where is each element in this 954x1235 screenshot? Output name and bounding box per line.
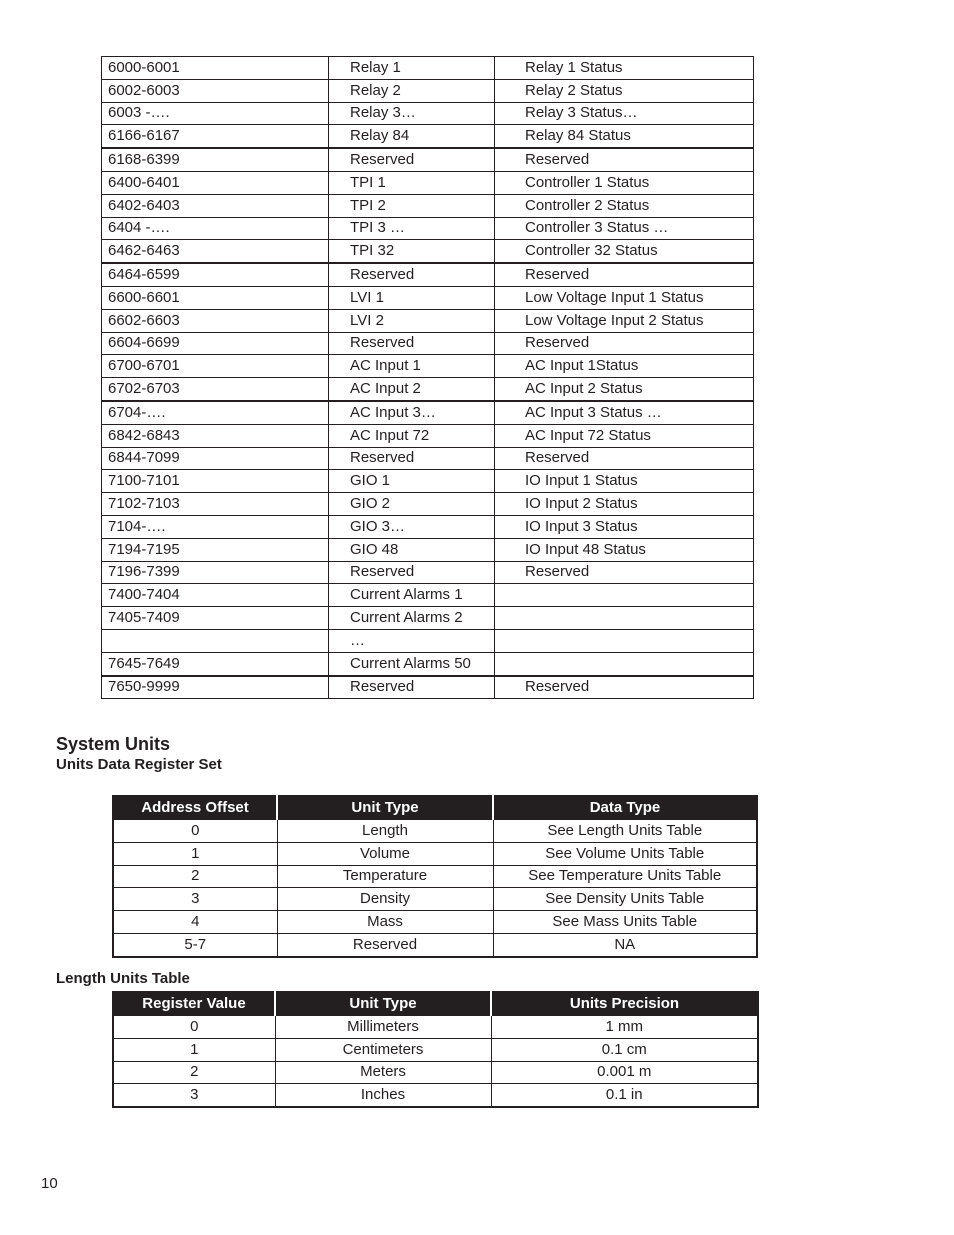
table-cell: Current Alarms 2 [329,607,495,630]
table-header-row [113,796,757,820]
page-number: 10 [41,1175,58,1192]
table-row [102,309,754,332]
table-cell: IO Input 2 Status [495,493,754,516]
table-row [102,240,754,263]
table-cell [495,652,754,675]
table-cell: Reserved [495,148,754,171]
table-cell: See Density Units Table [493,888,757,911]
table-row [102,629,754,652]
table-cell: 6700-6701 [102,355,329,378]
table-cell: Reserved [329,332,495,355]
table-cell: Relay 84 [329,125,495,148]
table-cell: 6702-6703 [102,378,329,401]
table-cell: 6604-6699 [102,332,329,355]
register-map-body [102,57,754,699]
table-row [102,493,754,516]
table-cell: Relay 1 Status [495,57,754,80]
table-cell: 6000-6001 [102,57,329,80]
table-row [102,470,754,493]
table-row [113,933,757,956]
table-row [113,820,757,843]
table-cell: NA [493,933,757,956]
table-cell: Controller 2 Status [495,194,754,217]
table-cell: AC Input 3 Status … [495,401,754,424]
table-cell: 1 [113,1038,275,1061]
table-cell: Density [277,888,493,911]
table-cell: See Temperature Units Table [493,865,757,888]
table-row [102,355,754,378]
column-header-units-precision: Units Precision [491,992,758,1016]
table-row [113,911,757,934]
table-row [102,125,754,148]
table-cell: Current Alarms 1 [329,584,495,607]
table-cell: 1 [113,842,277,865]
table-cell: 6402-6403 [102,194,329,217]
table-cell: Reserved [495,447,754,470]
table-row [102,515,754,538]
table-cell: Controller 3 Status … [495,217,754,240]
table-cell: IO Input 48 Status [495,538,754,561]
units-data-register-body [113,820,757,957]
table-cell: Relay 84 Status [495,125,754,148]
system-units-heading: System Units [56,734,171,754]
table-cell: 0 [113,1016,275,1039]
table-row [102,194,754,217]
table-cell: Meters [275,1061,491,1084]
table-cell: Mass [277,911,493,934]
table-cell: Reserved [329,263,495,286]
table-row [113,1061,758,1084]
table-row [102,263,754,286]
table-row [102,102,754,125]
register-map-table [101,56,754,699]
table-cell: AC Input 3… [329,401,495,424]
table-row [113,842,757,865]
table-cell: 7104-…. [102,515,329,538]
table-cell: Controller 32 Status [495,240,754,263]
column-header-address-offset: Address Offset [113,796,277,820]
table-cell: 7194-7195 [102,538,329,561]
table-cell: Relay 3 Status… [495,102,754,125]
table-cell: Reserved [495,263,754,286]
table-row [102,57,754,80]
table-cell: AC Input 1 [329,355,495,378]
table-cell: AC Input 2 Status [495,378,754,401]
table-cell: Relay 2 Status [495,79,754,102]
length-units-body [113,1016,758,1108]
table-cell: 7650-9999 [102,676,329,699]
table-row [102,332,754,355]
table-cell: 6168-6399 [102,148,329,171]
table-row [102,378,754,401]
table-cell: AC Input 2 [329,378,495,401]
table-cell: 6704-…. [102,401,329,424]
table-cell: GIO 48 [329,538,495,561]
table-cell: GIO 2 [329,493,495,516]
table-cell: Inches [275,1084,491,1107]
table-cell: 6003 -…. [102,102,329,125]
table-cell: 7400-7404 [102,584,329,607]
table-cell: 1 mm [491,1016,758,1039]
table-cell: 6002-6003 [102,79,329,102]
table-cell: See Mass Units Table [493,911,757,934]
table-cell: AC Input 72 [329,424,495,447]
table-row [102,424,754,447]
table-cell: 4 [113,911,277,934]
table-row [102,561,754,584]
table-header-row [113,992,758,1016]
table-row [102,148,754,171]
table-cell [495,584,754,607]
table-row [113,888,757,911]
table-cell: Reserved [495,332,754,355]
table-cell: AC Input 72 Status [495,424,754,447]
table-row [102,217,754,240]
table-cell: 6400-6401 [102,171,329,194]
table-cell: Relay 2 [329,79,495,102]
table-cell [102,629,329,652]
units-data-register-set-heading: Units Data Register Set [56,756,222,773]
table-cell: 7405-7409 [102,607,329,630]
table-cell: GIO 1 [329,470,495,493]
table-cell: 7102-7103 [102,493,329,516]
table-cell: 0 [113,820,277,843]
table-cell: 2 [113,865,277,888]
table-cell: Relay 3… [329,102,495,125]
table-cell: AC Input 1Status [495,355,754,378]
table-cell: Volume [277,842,493,865]
table-cell: 0.1 cm [491,1038,758,1061]
table-row [102,171,754,194]
table-cell: 7100-7101 [102,470,329,493]
table-cell: 0.001 m [491,1061,758,1084]
table-cell: 2 [113,1061,275,1084]
table-row [102,286,754,309]
table-cell: 3 [113,1084,275,1107]
table-cell: 6844-7099 [102,447,329,470]
table-cell: Length [277,820,493,843]
table-cell: 7196-7399 [102,561,329,584]
table-row [113,1084,758,1107]
table-row [102,676,754,699]
table-cell: Reserved [329,561,495,584]
table-cell: IO Input 3 Status [495,515,754,538]
table-cell: Centimeters [275,1038,491,1061]
table-cell: 6464-6599 [102,263,329,286]
table-cell: TPI 1 [329,171,495,194]
table-cell: Low Voltage Input 1 Status [495,286,754,309]
table-row [113,1038,758,1061]
table-cell: Millimeters [275,1016,491,1039]
units-data-register-table [112,795,758,958]
table-row [113,1016,758,1039]
table-cell: Reserved [495,676,754,699]
table-cell: LVI 2 [329,309,495,332]
table-row [102,538,754,561]
table-cell: LVI 1 [329,286,495,309]
table-cell [495,607,754,630]
table-cell: Reserved [329,447,495,470]
table-row [102,79,754,102]
table-cell: TPI 3 … [329,217,495,240]
table-cell: Reserved [329,148,495,171]
table-cell: Reserved [277,933,493,956]
table-row [102,652,754,675]
table-cell: 6602-6603 [102,309,329,332]
table-row [113,865,757,888]
table-cell: TPI 32 [329,240,495,263]
table-cell: Relay 1 [329,57,495,80]
table-cell: Reserved [495,561,754,584]
table-cell: 7645-7649 [102,652,329,675]
table-row [102,401,754,424]
table-cell: See Length Units Table [493,820,757,843]
table-cell: GIO 3… [329,515,495,538]
table-cell: Current Alarms 50 [329,652,495,675]
column-header-register-value: Register Value [113,992,275,1016]
table-cell: TPI 2 [329,194,495,217]
table-cell: 0.1 in [491,1084,758,1107]
length-units-table-heading: Length Units Table [56,970,190,987]
column-header-unit-type: Unit Type [277,796,493,820]
table-cell: Controller 1 Status [495,171,754,194]
table-cell: 5-7 [113,933,277,956]
table-cell: 6462-6463 [102,240,329,263]
column-header-unit-type: Unit Type [275,992,491,1016]
table-row [102,584,754,607]
table-cell: 6404 -…. [102,217,329,240]
table-cell: Low Voltage Input 2 Status [495,309,754,332]
table-cell: Temperature [277,865,493,888]
length-units-table [112,991,759,1108]
table-cell: 6166-6167 [102,125,329,148]
table-cell: Reserved [329,676,495,699]
table-cell: … [329,629,495,652]
column-header-data-type: Data Type [493,796,757,820]
table-row [102,607,754,630]
table-cell: 6600-6601 [102,286,329,309]
table-row [102,447,754,470]
table-cell: 3 [113,888,277,911]
table-cell: 6842-6843 [102,424,329,447]
table-cell [495,629,754,652]
table-cell: See Volume Units Table [493,842,757,865]
table-cell: IO Input 1 Status [495,470,754,493]
